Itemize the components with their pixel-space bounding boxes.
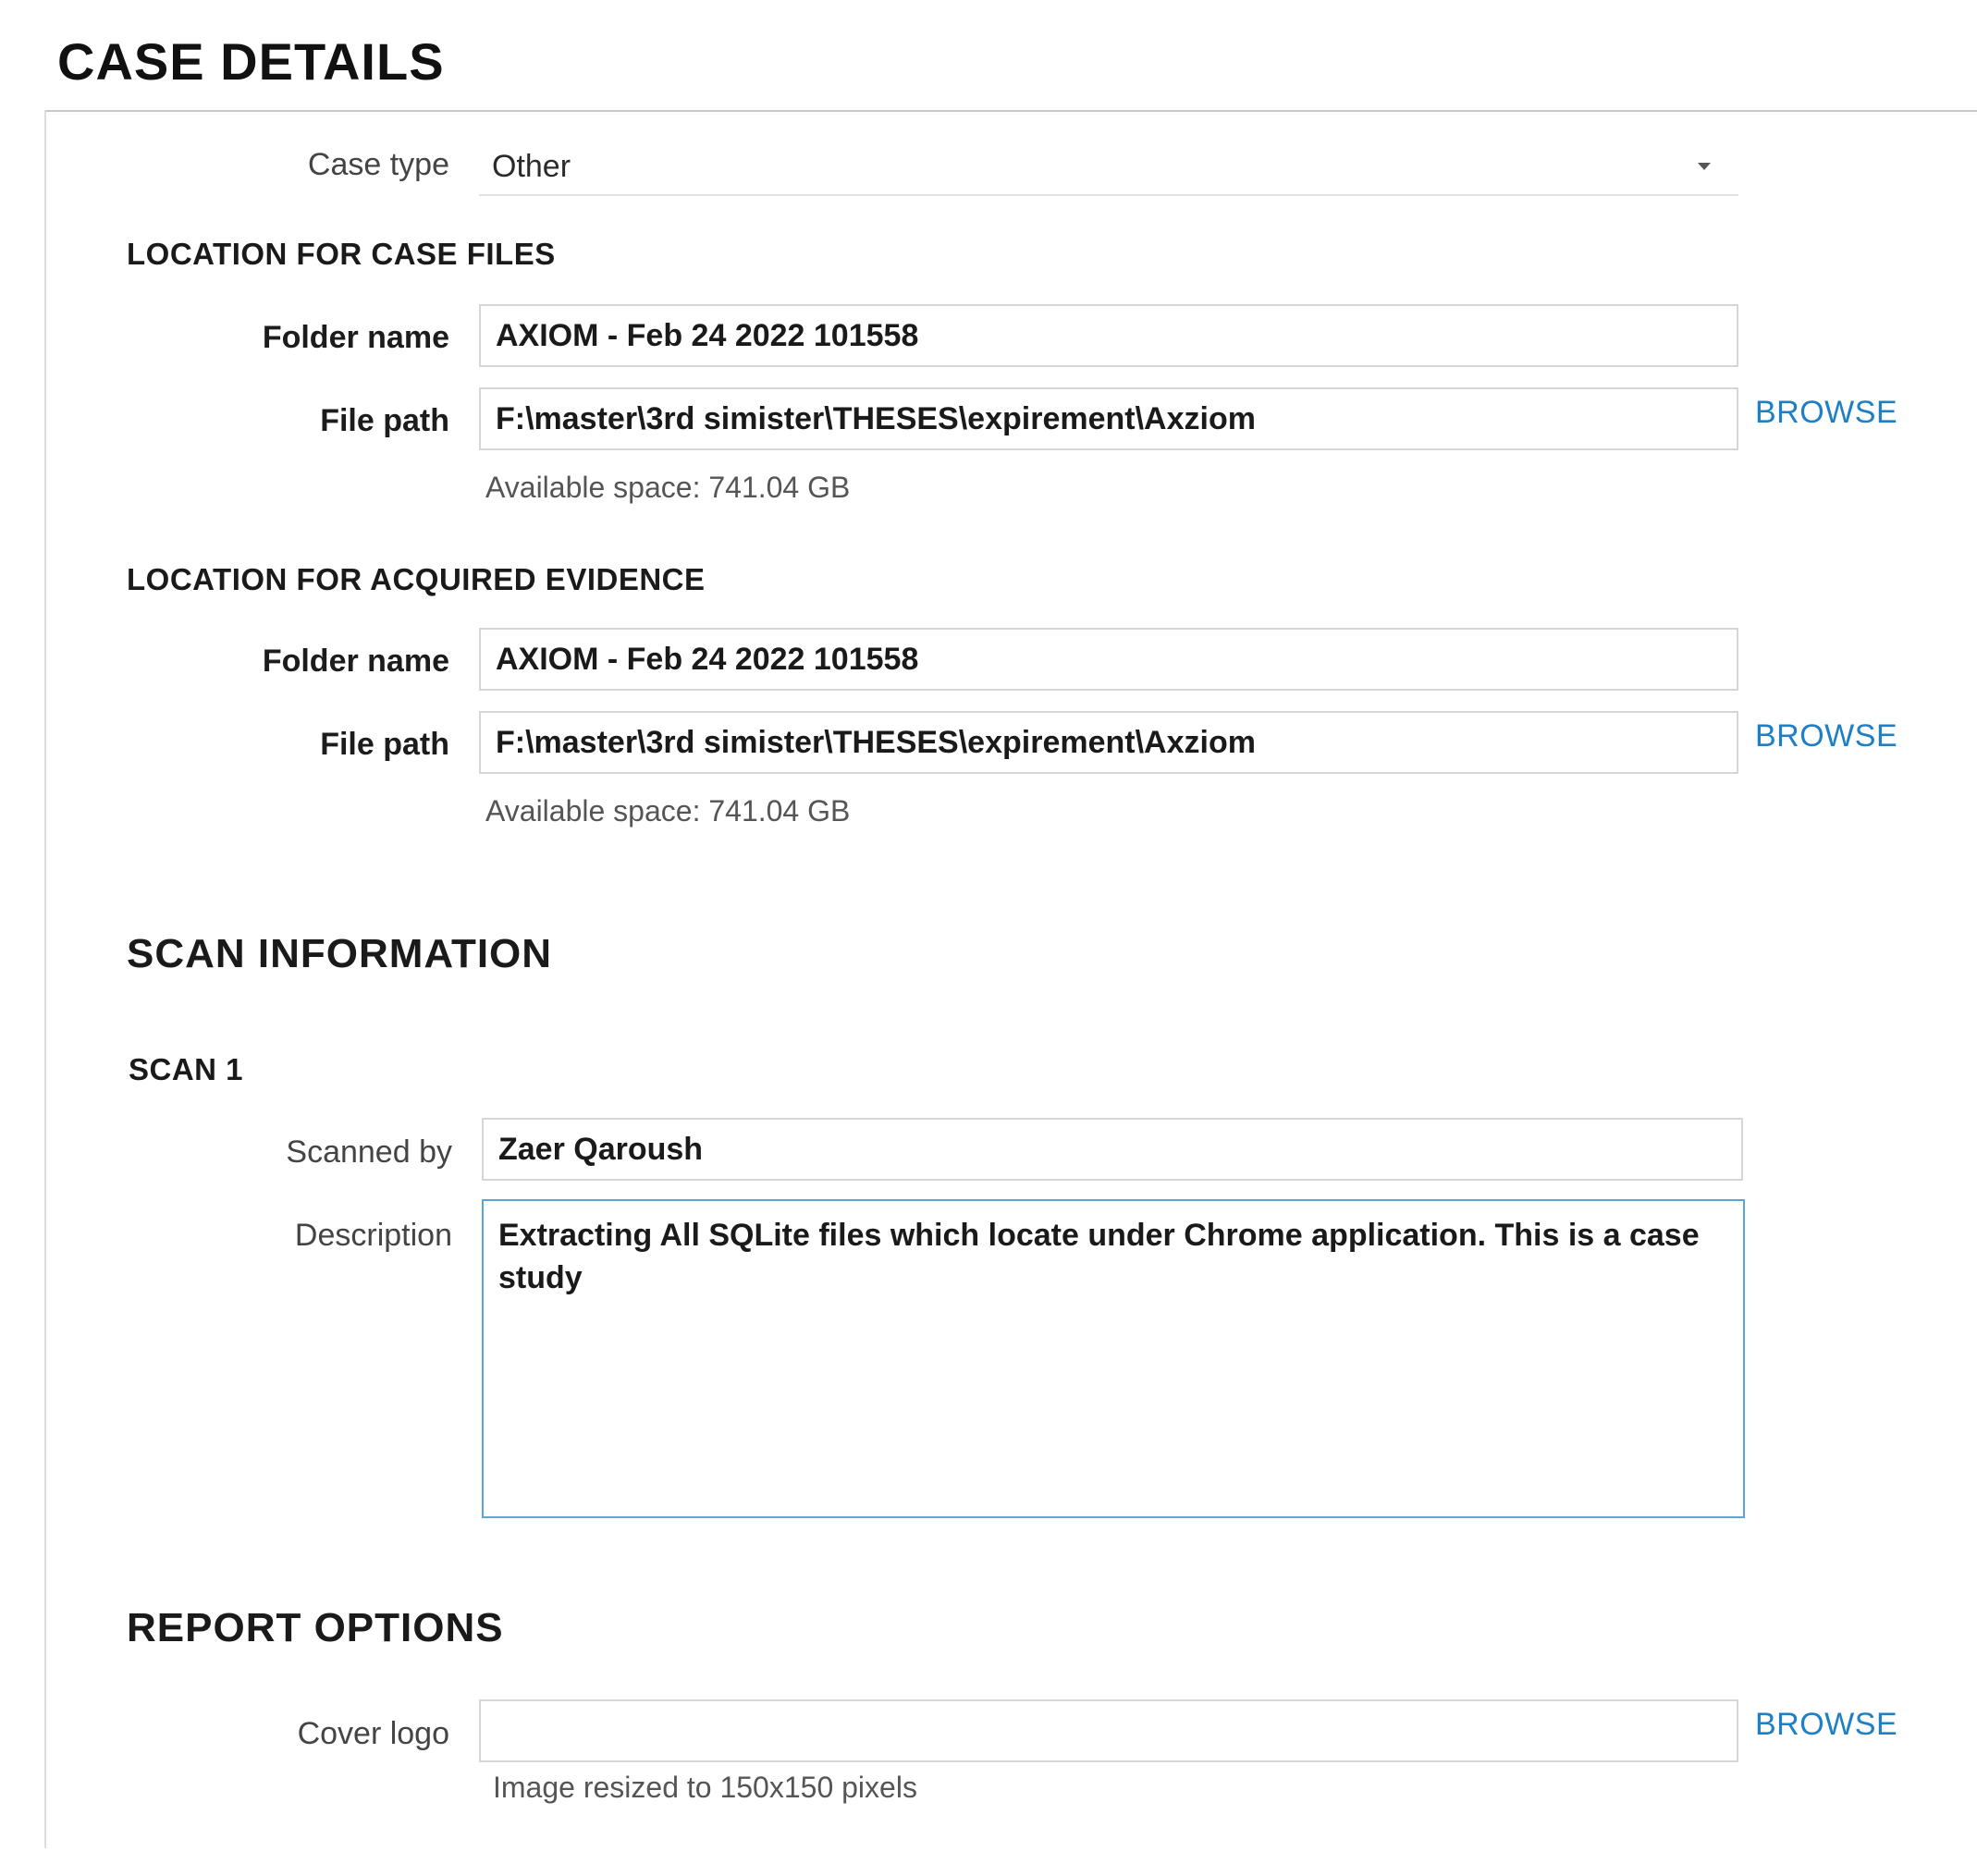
- evidence-folder-label: Folder name: [262, 644, 449, 679]
- evidence-browse-button[interactable]: BROWSE: [1755, 718, 1898, 754]
- scanned-by-label: Scanned by: [286, 1134, 452, 1170]
- scanned-by-input[interactable]: Zaer Qaroush: [482, 1118, 1743, 1181]
- panel-border: [44, 110, 46, 1848]
- cover-logo-hint: Image resized to 150x150 pixels: [493, 1771, 917, 1804]
- panel-divider: [44, 110, 1977, 112]
- acquired-evidence-heading: LOCATION FOR ACQUIRED EVIDENCE: [127, 562, 706, 596]
- description-label: Description: [294, 1218, 452, 1253]
- description-textarea[interactable]: Extracting All SQLite files which locate under Chrome application. This is a case study: [482, 1199, 1745, 1518]
- chevron-down-icon[interactable]: [1698, 163, 1711, 170]
- cover-logo-label: Cover logo: [297, 1716, 449, 1751]
- evidence-folder-input[interactable]: AXIOM - Feb 24 2022 101558: [479, 628, 1738, 691]
- case-files-heading: LOCATION FOR CASE FILES: [127, 237, 556, 271]
- case-files-available-space: Available space: 741.04 GB: [485, 471, 851, 504]
- case-type-dropdown[interactable]: [479, 139, 1738, 196]
- scan-information-heading: SCAN INFORMATION: [127, 931, 553, 976]
- cover-logo-input[interactable]: [479, 1699, 1738, 1762]
- case-files-path-label: File path: [320, 403, 449, 438]
- evidence-path-label: File path: [320, 727, 449, 762]
- case-files-folder-input[interactable]: AXIOM - Feb 24 2022 101558: [479, 304, 1738, 367]
- page-title: CASE DETAILS: [57, 32, 445, 91]
- evidence-available-space: Available space: 741.04 GB: [485, 794, 851, 828]
- report-options-heading: REPORT OPTIONS: [127, 1605, 504, 1650]
- case-type-value: Other: [492, 148, 571, 184]
- case-files-path-input[interactable]: F:\master\3rd simister\THESES\expirement\Axziom: [479, 387, 1738, 450]
- cover-logo-browse-button[interactable]: BROWSE: [1755, 1707, 1898, 1742]
- case-files-browse-button[interactable]: BROWSE: [1755, 395, 1898, 430]
- scan-1-heading: SCAN 1: [129, 1052, 244, 1086]
- case-type-label: Case type: [307, 147, 449, 182]
- case-files-folder-label: Folder name: [262, 320, 449, 355]
- evidence-path-input[interactable]: F:\master\3rd simister\THESES\expirement\Axziom: [479, 711, 1738, 774]
